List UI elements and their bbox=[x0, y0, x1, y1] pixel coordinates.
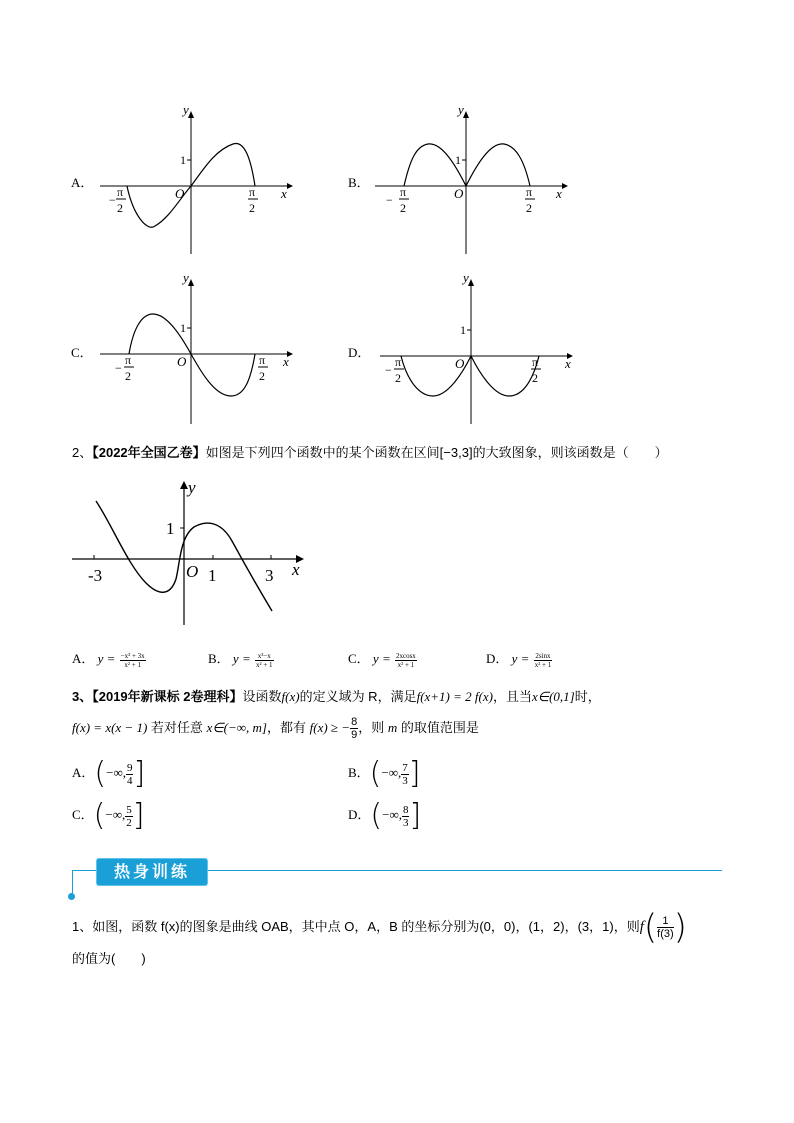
svg-text:x: x bbox=[292, 560, 300, 579]
svg-text:2: 2 bbox=[125, 369, 131, 383]
svg-text:−: − bbox=[386, 193, 393, 207]
svg-text:π: π bbox=[400, 185, 407, 199]
svg-text:2: 2 bbox=[395, 371, 401, 385]
y-label: y bbox=[183, 102, 189, 117]
svg-text:2: 2 bbox=[117, 201, 123, 215]
svg-text:1: 1 bbox=[166, 519, 175, 538]
svg-text:y: y bbox=[463, 270, 469, 285]
option-c-label: C． bbox=[71, 345, 93, 360]
svg-text:O: O bbox=[455, 356, 465, 371]
graph-d bbox=[375, 270, 585, 430]
svg-text:1: 1 bbox=[460, 323, 466, 337]
svg-text:−: − bbox=[385, 363, 392, 377]
graph-b bbox=[370, 100, 580, 260]
graph-a bbox=[95, 100, 305, 260]
bullet-dot bbox=[68, 893, 75, 900]
svg-text:-3: -3 bbox=[88, 566, 103, 585]
svg-text:π: π bbox=[526, 185, 533, 199]
svg-text:O: O bbox=[177, 354, 187, 369]
q3-source: 【2019年新课标 2卷理科】 bbox=[92, 689, 243, 704]
graph-c bbox=[95, 270, 305, 430]
svg-text:1: 1 bbox=[208, 566, 217, 585]
svg-text:π: π bbox=[125, 353, 132, 367]
q3-option-d[interactable]: D．(−∞, $\frac{8}{3}$ ] bbox=[348, 798, 422, 834]
q2-interval: [−3,3] bbox=[439, 445, 473, 460]
question-3-line1: 3、【2019年新课标 2卷理科】设函数f(x)的定义域为 R，满足f(x+1) = 2 f(x)，且当x∈(0,1]时， bbox=[72, 689, 601, 704]
warmup-1-line2: 的值为( ) bbox=[72, 951, 146, 966]
svg-text:y: y bbox=[188, 478, 196, 497]
svg-text:2: 2 bbox=[259, 369, 265, 383]
svg-text:π: π bbox=[117, 185, 124, 199]
question-3-line2: f(x) = x(x − 1) 若对任意 x∈(−∞, m]，都有 f(x) ≥ − $\frac{8}{9}$ ，则 m 的取值范围是 bbox=[72, 716, 479, 741]
svg-text:x: x bbox=[556, 186, 562, 201]
option-b-label: B． bbox=[348, 175, 370, 190]
section-title: 热身训练 bbox=[113, 862, 190, 881]
svg-text:x: x bbox=[565, 356, 571, 371]
option-d-label: D． bbox=[348, 345, 371, 360]
q2-graph bbox=[68, 475, 313, 640]
svg-text:2: 2 bbox=[249, 201, 255, 215]
section-title-box bbox=[96, 858, 208, 886]
section-banner bbox=[72, 862, 722, 898]
svg-text:−: − bbox=[115, 361, 122, 375]
q2-source: 【2022年全国乙卷】 bbox=[92, 445, 206, 460]
svg-text:x: x bbox=[283, 354, 289, 369]
q3-option-c[interactable]: C．(−∞, $\frac{5}{2}$ ] bbox=[72, 798, 145, 834]
svg-text:π: π bbox=[532, 355, 539, 369]
question-2: 2、【2022年全国乙卷】如图是下列四个函数中的某个函数在区间[−3,3]的大致图象，则该函数是（ ） bbox=[72, 445, 668, 460]
svg-text:3: 3 bbox=[265, 566, 274, 585]
q2-option-b[interactable]: B． y = $\frac{\text{x³−x}}{\text{x² + 1}}$ bbox=[208, 651, 273, 669]
q2-option-c[interactable]: C． y = $\frac{2xcosx}{\text{x² + 1}}$ bbox=[348, 651, 416, 669]
x-label: x bbox=[281, 186, 287, 201]
q2-option-d[interactable]: D． y = $\frac{2\sin x}{\text{x² + 1}}$ bbox=[486, 651, 552, 669]
svg-text:O: O bbox=[186, 562, 199, 581]
svg-text:π: π bbox=[395, 355, 402, 369]
svg-text:y: y bbox=[183, 270, 189, 285]
svg-text:2: 2 bbox=[400, 201, 406, 215]
q3-option-b[interactable]: B．(−∞, $\frac{7}{3}$ ] bbox=[348, 756, 421, 792]
svg-text:2: 2 bbox=[526, 201, 532, 215]
q3-option-a[interactable]: A．(−∞, $\frac{9}{4}$ ] bbox=[72, 756, 146, 792]
svg-text:π: π bbox=[259, 353, 266, 367]
svg-text:y: y bbox=[458, 102, 464, 117]
warmup-1-line1: 1、如图，函数 f(x)的图象是曲线 OAB，其中点 O，A，B 的坐标分别为(0，0)，(1，2)，(3，1)，则f( $\frac{1}{f(3)}$ ) bbox=[72, 907, 687, 948]
svg-text:1: 1 bbox=[455, 153, 461, 167]
svg-text:−: − bbox=[109, 193, 116, 207]
svg-text:π: π bbox=[249, 185, 256, 199]
q2-option-a[interactable]: A． y = $\frac{\text{−x³ + 3x}}{\text{x² + 1}}$ bbox=[72, 651, 145, 669]
one-label: 1 bbox=[180, 153, 186, 167]
option-a-label: A． bbox=[71, 175, 94, 190]
svg-text:1: 1 bbox=[180, 321, 186, 335]
svg-text:O: O bbox=[454, 186, 464, 201]
origin-label: O bbox=[175, 186, 185, 201]
svg-text:2: 2 bbox=[532, 371, 538, 385]
